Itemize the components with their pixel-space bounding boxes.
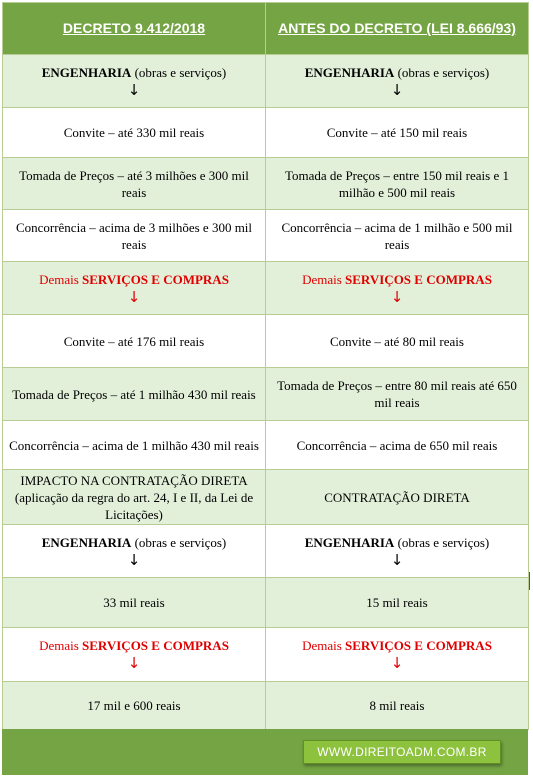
- header-antes: ANTES DO DECRETO (LEI 8.666/93): [266, 3, 529, 55]
- table-cell: Concorrência – acima de 1 milhão e 500 mil reais: [266, 210, 529, 262]
- table-row: [3, 682, 529, 730]
- arrow-down-icon: ↓: [127, 287, 141, 306]
- table-cell: 15 mil reais: [266, 578, 529, 628]
- table-cell: 33 mil reais: [3, 578, 266, 628]
- table-row: [3, 108, 529, 158]
- arrow-down-icon: ↓: [127, 550, 141, 569]
- site-badge[interactable]: WWW.DIREITOADM.COM.BR: [303, 740, 501, 764]
- arrow-down-icon: ↓: [390, 80, 404, 99]
- table-cell: Tomada de Preços – até 3 milhões e 300 mil reais: [3, 158, 266, 210]
- arrow-down-icon: ↓: [390, 287, 404, 306]
- comparison-table: [2, 2, 529, 730]
- servicos-compras-cell: Demais SERVIÇOS E COMPRAS ↓: [266, 262, 529, 315]
- table-cell: Convite – até 330 mil reais: [3, 108, 266, 158]
- table-row: [3, 421, 529, 470]
- table-row: [3, 210, 529, 262]
- table-cell: Concorrência – acima de 650 mil reais: [266, 421, 529, 470]
- table-cell: Concorrência – acima de 1 milhão 430 mil reais: [3, 421, 266, 470]
- table-row: [3, 578, 529, 628]
- arrow-down-icon: ↓: [390, 550, 404, 569]
- table-cell: Tomada de Preços – entre 150 mil reais e 1 milhão e 500 mil reais: [266, 158, 529, 210]
- servicos-compras-cell: Demais SERVIÇOS E COMPRAS ↓: [3, 628, 266, 682]
- table-row: [3, 368, 529, 421]
- table-row: [3, 55, 529, 108]
- table-cell: Concorrência – acima de 3 milhões e 300 mil reais: [3, 210, 266, 262]
- table-cell: Convite – até 80 mil reais: [266, 315, 529, 368]
- contratacao-direta-cell: CONTRATAÇÃO DIRETA: [266, 470, 529, 525]
- table-cell: 8 mil reais: [266, 682, 529, 730]
- table-cell: 17 mil e 600 reais: [3, 682, 266, 730]
- table-row: [3, 158, 529, 210]
- arrow-down-icon: ↓: [390, 654, 404, 672]
- servicos-compras-cell: Demais SERVIÇOS E COMPRAS ↓: [3, 262, 266, 315]
- table-row: [3, 470, 529, 525]
- table-cell: Tomada de Preços – entre 80 mil reais até 650 mil reais: [266, 368, 529, 421]
- engenharia-cell: ENGENHARIA (obras e serviços) ↓: [3, 525, 266, 578]
- table-cell: Tomada de Preços – até 1 milhão 430 mil reais: [3, 368, 266, 421]
- table-row: [3, 262, 529, 315]
- table-cell: Convite – até 150 mil reais: [266, 108, 529, 158]
- header-decreto: DECRETO 9.412/2018: [3, 3, 266, 55]
- arrow-down-icon: ↓: [127, 654, 141, 672]
- arrow-down-icon: ↓: [127, 80, 141, 99]
- servicos-compras-cell: Demais SERVIÇOS E COMPRAS ↓: [266, 628, 529, 682]
- table-row: [3, 315, 529, 368]
- table-row: [3, 525, 529, 578]
- text-cursor: [529, 572, 530, 590]
- table-cell: Convite – até 176 mil reais: [3, 315, 266, 368]
- engenharia-cell: ENGENHARIA (obras e serviços) ↓: [3, 55, 266, 108]
- engenharia-cell: ENGENHARIA (obras e serviços) ↓: [266, 525, 529, 578]
- engenharia-cell: ENGENHARIA (obras e serviços) ↓: [266, 55, 529, 108]
- table-row: [3, 628, 529, 682]
- impacto-cell: IMPACTO NA CONTRATAÇÃO DIRETA (aplicação da regra do art. 24, I e II, da Lei de Licitações): [3, 470, 266, 525]
